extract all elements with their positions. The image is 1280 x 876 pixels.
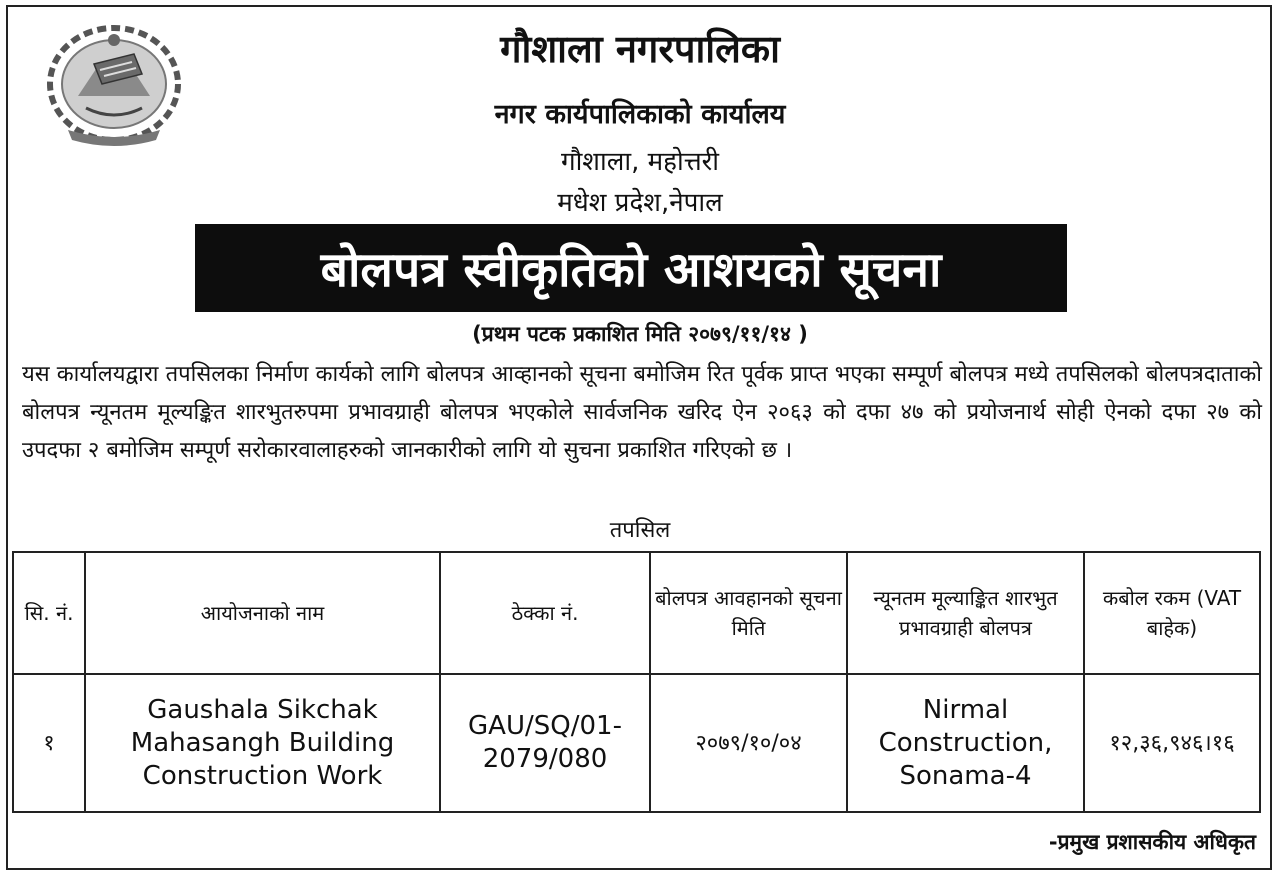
award-table [12,551,1261,813]
cell-bidder: Nirmal Construction, Sonama-4 [847,674,1084,812]
address-line-2: मधेश प्रदेश,नेपाल [557,188,723,218]
header-amount: कबोल रकम (VAT बाहेक) [1084,552,1260,674]
municipality-name: गौशाला नगरपालिका [500,27,780,71]
cell-notice-date: २०७९/१०/०४ [650,674,847,812]
header-contract-no: ठेक्का नं. [440,552,650,674]
signoff: -प्रमुख प्रशासकीय अधिकृत [1048,830,1256,854]
cell-contract-no: GAU/SQ/01-2079/080 [440,674,650,812]
notice-title-banner [195,224,1067,312]
address-line-1: गौशाला, महोत्तरी [560,147,720,177]
notice-title: बोलपत्र स्वीकृतिको आशयको सूचना [320,241,942,298]
table-row [13,674,1260,812]
table-header-row [13,552,1260,674]
details-heading: तपसिल [609,518,671,543]
cell-amount: १२,३६,९४६।१६ [1084,674,1260,812]
notice-body: यस कार्यालयद्वारा तपसिलका निर्माण कार्यको लागि बोलपत्र आव्हानको सूचना बमोजिम रित पूर्वक प्राप्त भएका सम्पूर्ण बोलपत्र मध्ये तपसिलको बोलपत्रदाताको बोलपत्र न्यूनतम मूल्यङ्कित शारभुतरुपमा प्रभावग्राही बोलपत्र भएकोले सार्वजनिक खरिद ऐन २०६३ को दफा ४७ को प्रयोजनार्थ सोही ऐनको दफा २७ को उपदफा २ बमोजिम सम्पूर्ण सरोकारवालाहरुको जानकारीको लागि यो सुचना प्रकाशित गरिएको छ । [22,362,1262,463]
header-bidder: न्यूनतम मूल्याङ्कित शारभुत प्रभावग्राही बोलपत्र [847,552,1084,674]
header-sn: सि. नं. [13,552,85,674]
header-project-name: आयोजनाको नाम [85,552,440,674]
cell-project-name: Gaushala Sikchak Mahasangh Building Construction Work [85,674,440,812]
header-notice-date: बोलपत्र आवहानको सूचना मिति [650,552,847,674]
office-name: नगर कार्यपालिकाको कार्यालय [494,99,786,130]
publication-date: (प्रथम पटक प्रकाशित मिति २०७९/११/१४ ) [472,322,808,346]
cell-sn: १ [13,674,85,812]
